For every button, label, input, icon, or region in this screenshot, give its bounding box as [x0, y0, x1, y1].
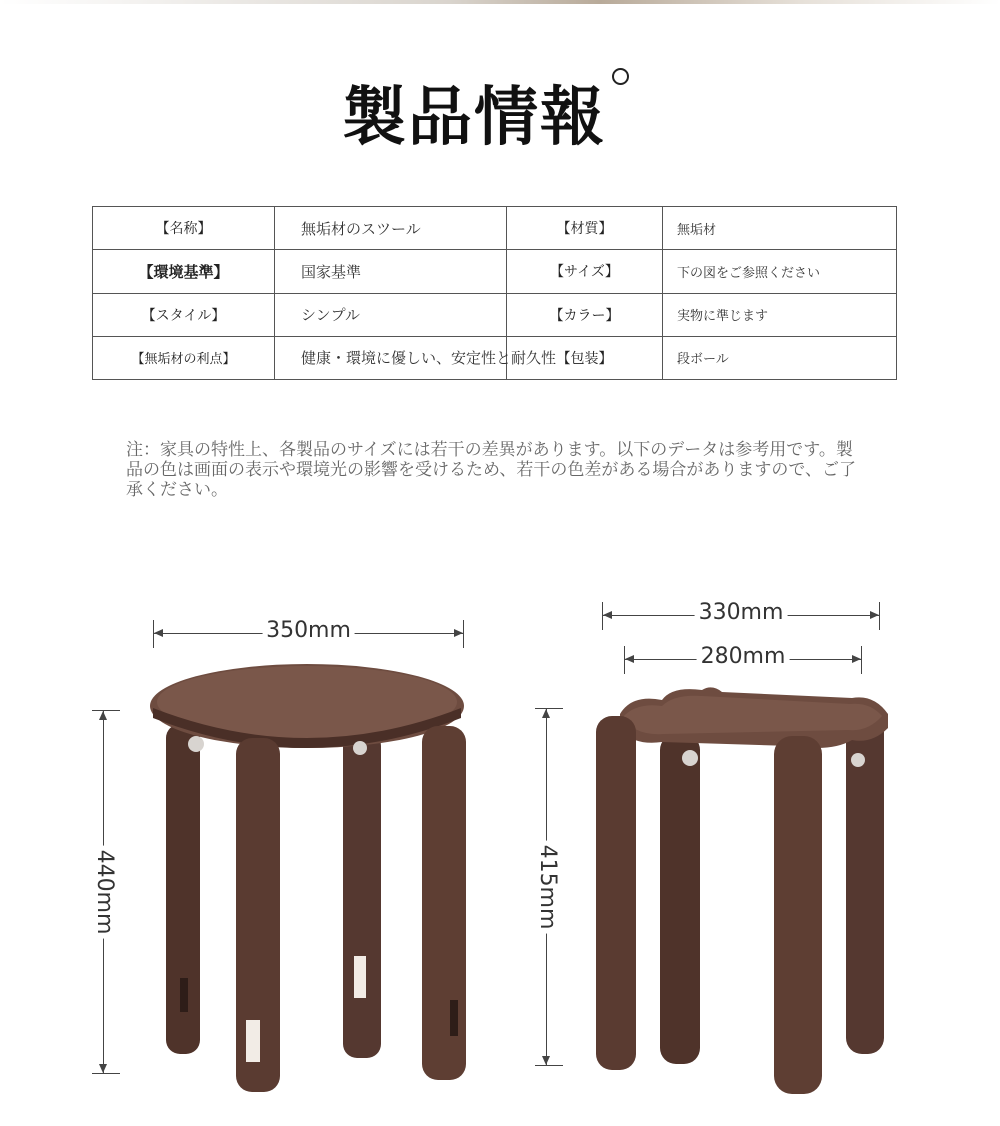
spec-label: 【サイズ】 [507, 250, 663, 293]
dimension-label: 440mm [92, 846, 116, 939]
petal-stool-outer-width-dimension [602, 600, 880, 625]
page-title: 製品情報 [342, 81, 606, 155]
round-stool-width-dimension [153, 618, 464, 643]
spec-label: 【名称】 [93, 207, 275, 250]
disclaimer-note: 注：家具の特性上、各製品のサイズには若干の差異があります。以下のデータは参考用です。製品の色は画面の表示や環境光の影響を受けるため、若干の色差がある場合がありますので、ご了承ください。 [126, 440, 856, 500]
table-row [93, 207, 897, 250]
table-row [93, 336, 897, 379]
dimension-label: 350mm [262, 619, 355, 643]
spec-value: 国家基準 [275, 250, 507, 293]
spec-value: 無垢材 [663, 207, 897, 250]
spec-value: 健康・環境に優しい、安定性と耐久性 [275, 336, 507, 379]
petal-stool-inner-width-dimension [624, 644, 862, 669]
spec-value: 下の図をご参照ください [663, 250, 897, 293]
petal-stool-illustration [592, 684, 892, 1104]
spec-label: 【無垢材の利点】 [93, 336, 275, 379]
round-stool-illustration [150, 660, 480, 1100]
petal-stool-front-legs [596, 716, 822, 1094]
spec-value: シンプル [275, 293, 507, 336]
ring-ornament-icon [612, 68, 629, 85]
spec-table [92, 206, 897, 380]
spec-value: 段ボール [663, 336, 897, 379]
spec-label: 【カラー】 [507, 293, 663, 336]
round-stool-height-dimension [92, 710, 117, 1074]
dimension-label: 330mm [695, 601, 788, 625]
spec-value: 無垢材のスツール [275, 207, 507, 250]
top-photo-strip [0, 0, 1000, 4]
spec-value: 実物に準じます [663, 293, 897, 336]
table-row [93, 250, 897, 293]
petal-stool-back-legs [660, 714, 884, 1064]
dimension-label: 415mm [535, 841, 559, 934]
spec-label: 【スタイル】 [93, 293, 275, 336]
dimension-label: 280mm [697, 645, 790, 669]
table-row [93, 293, 897, 336]
petal-stool-height-dimension [535, 708, 560, 1066]
spec-label: 【材質】 [507, 207, 663, 250]
heading [330, 76, 660, 156]
spec-label: 【包装】 [507, 336, 663, 379]
spec-label: 【環境基準】 [93, 250, 275, 293]
